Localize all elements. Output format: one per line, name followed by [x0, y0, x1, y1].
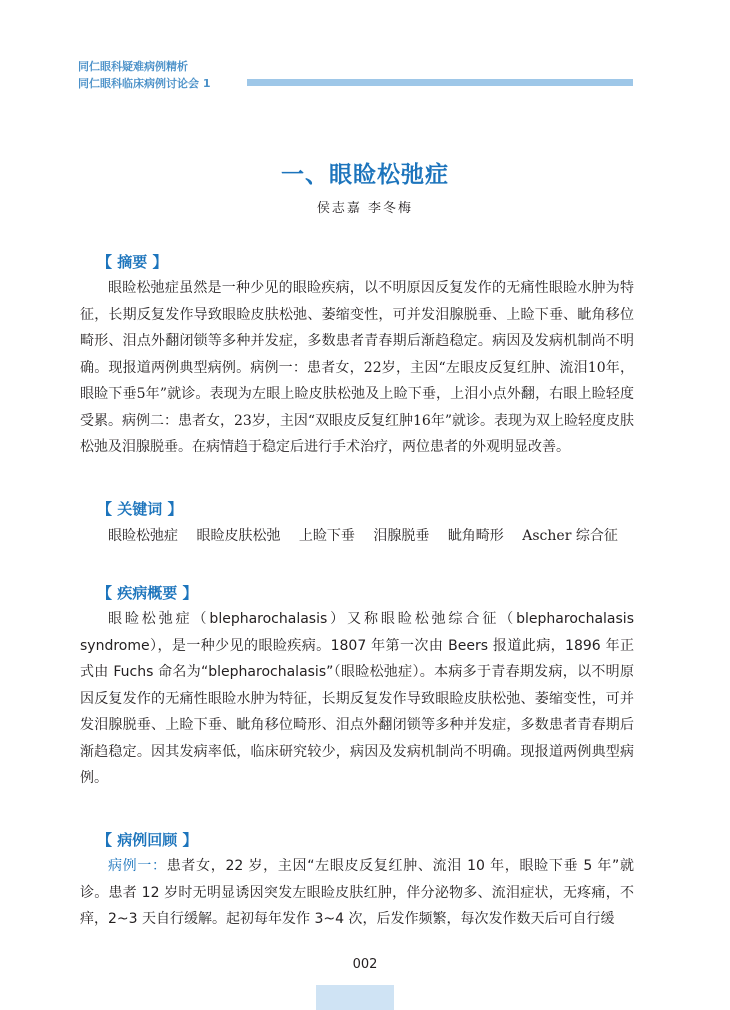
case-label: 病例一：: [108, 858, 167, 874]
keywords-heading: 【 关键词 】: [97, 500, 183, 518]
case-body: 患者女，22 岁，主因“左眼皮反复红肿、流泪 10 年，眼睑下垂 5 年”就诊。患者 12 岁时无明显诱因突发左眼睑皮肤红肿，伴分泌物多、流泪症状，无疼痛，不痒，2~3 天自行缓解。起初每年发作 3~4 次，后发作频繁，每次发作数天后可自行缓: [80, 858, 634, 927]
keyword: 眼睑皮肤松弛: [196, 528, 281, 544]
case-review-text: [80, 853, 634, 933]
abstract-heading: 【 摘要 】: [97, 253, 168, 271]
abstract-text: 眼睑松弛症虽然是一种少见的眼睑疾病，以不明原因反复发作的无痛性眼睑水肿为特征，长期反复发作导致眼睑皮肤松弛、萎缩变性，可并发泪腺脱垂、上睑下垂、眦角移位畸形、泪点外翻闭锁等多种并发症，多数患者青春期后渐趋稳定。病因及发病机制尚不明确。现报道两例典型病例。病例一：患者女，22岁，主因“左眼皮反复红肿、流泪10年，眼睑下垂5年”就诊。表现为左眼上睑皮肤松弛及上睑下垂，上泪小点外翻，右眼上睑轻度受累。病例二：患者女，23岁，主因“双眼皮反复红肿16年”就诊。表现为双上睑轻度皮肤松弛及泪腺脱垂。在病情趋于稳定后进行手术治疗，两位患者的外观明显改善。: [80, 280, 634, 455]
book-title: 同仁眼科疑难病例精析: [78, 60, 188, 73]
keyword: 上睑下垂: [298, 528, 355, 544]
keyword: 泪腺脱垂: [373, 528, 430, 544]
running-header: [78, 58, 210, 92]
keyword: 眦角畸形: [447, 528, 504, 544]
overview-heading: 【 疾病概要 】: [97, 584, 198, 602]
keyword: Ascher 综合征: [522, 528, 618, 544]
overview-text: 眼睑松弛症（blepharochalasis）又称眼睑松弛综合征（blepharochalasis syndrome），是一种少见的眼睑疾病。1807 年第一次由 Beers 报道此病，1896 年正式由 Fuchs 命名为“blepharochalasis”（眼睑松弛症）。本病多于青春期发病，以不明原因反复发作的无痛性眼睑水肿为特征，长期反复发作导致眼睑皮肤松弛、萎缩变性，可并发泪腺脱垂、上睑下垂、眦角移位畸形、泪点外翻闭锁等多种并发症，多数患者青春期后渐趋稳定。因其发病率低，临床研究较少，病因及发病机制尚不明确。现报道两例典型病例。: [80, 611, 634, 786]
authors: 侯志嘉 李冬梅: [316, 201, 414, 216]
footer-tab: [316, 985, 394, 1010]
series-title: 同仁眼科临床病例讨论会 1: [78, 77, 211, 90]
case-review-heading: 【 病例回顾 】: [97, 831, 198, 849]
chapter-title: 一、眼睑松弛症: [281, 162, 449, 188]
keyword: 眼睑松弛症: [108, 528, 178, 544]
header-rule: [247, 79, 633, 86]
keywords-list: [108, 525, 632, 545]
page-number: 002: [352, 957, 378, 972]
